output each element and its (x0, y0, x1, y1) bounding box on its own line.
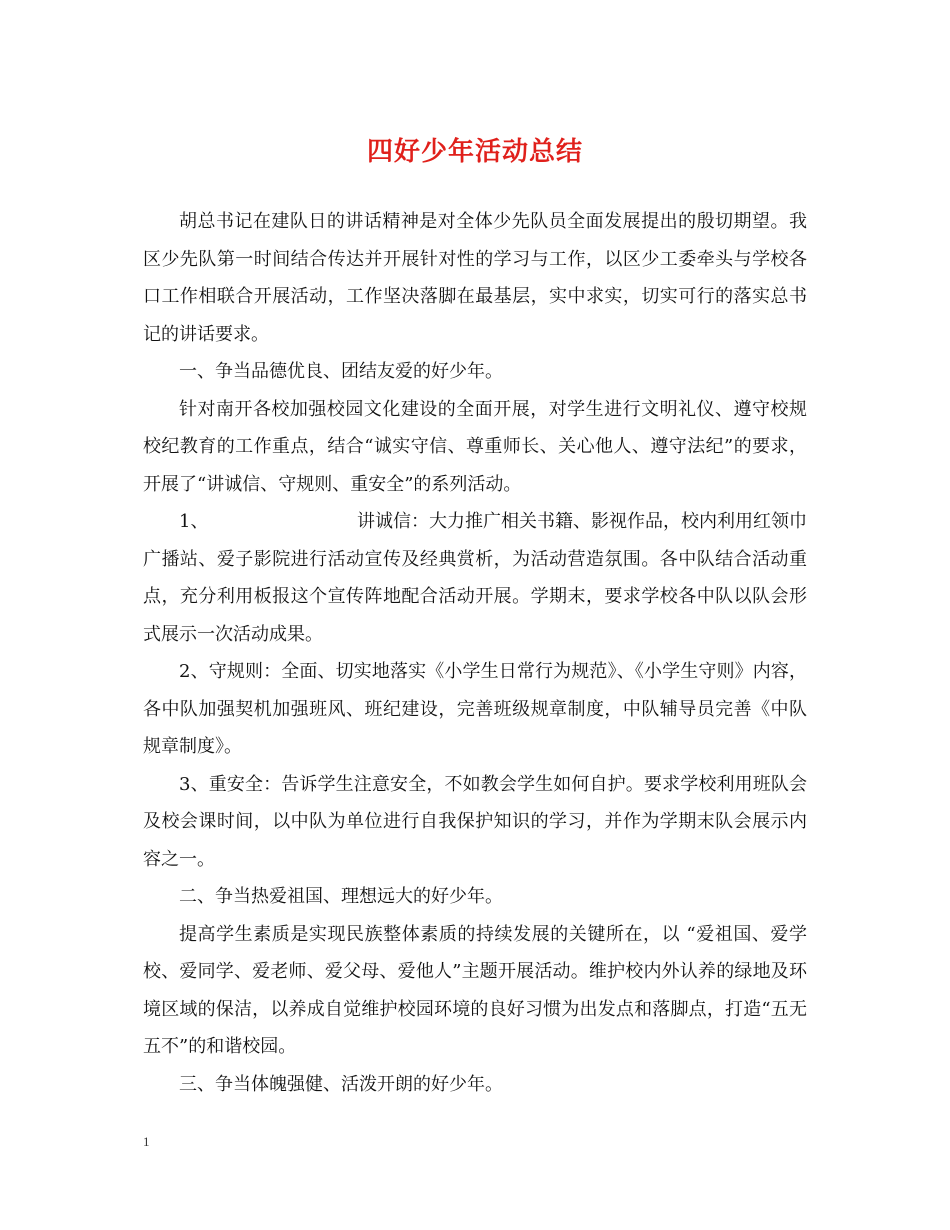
paragraph-section-2: 提高学生素质是实现民族整体素质的持续发展的关键所在，以 “爱祖国、爱学校、爱同学、爱老师、爱父母、爱他人”主题开展活动。维护校内外认养的绿地及环境区域的保洁，以养成自觉维护校园环境的良好习惯为出发点和落脚点，打造“五无五不”的和谐校园。 (143, 923, 807, 1057)
page-number: 1 (143, 1134, 150, 1149)
list-item-1 (143, 503, 807, 653)
list-item-text: 讲诚信：大力推广相关书籍、影视作品，校内利用红领巾广播站、爱子影院进行活动宣传及经典赏析，为活动营造氛围。各中队结合活动重点，充分利用板报这个宣传阵地配合活动开展。学期末，要求学校各中队以队会形式展示一次活动成果。 (143, 511, 807, 645)
section-heading-1: 一、争当品德优良、团结友爱的好少年。 (179, 361, 503, 382)
document-title: 四好少年活动总结 (366, 137, 583, 167)
section-heading-2: 二、争当热爱祖国、理想远大的好少年。 (179, 886, 503, 907)
paragraph-intro: 胡总书记在建队日的讲话精神是对全体少先队员全面发展提出的殷切期望。我区少先队第一时间结合传达并开展针对性的学习与工作，以区少工委牵头与学校各口工作相联合开展活动，工作坚决落脚在最基层，实中求实，切实可行的落实总书记的讲话要求。 (143, 211, 807, 345)
list-item-3: 3、重安全：告诉学生注意安全，不如教会学生如何自护。要求学校利用班队会及校会课时间，以中队为单位进行自我保护知识的学习，并作为学期末队会展示内容之一。 (143, 773, 807, 870)
list-item-2: 2、守规则：全面、切实地落实《小学生日常行为规范》、《小学生守则》内容，各中队加强契机加强班风、班纪建设，完善班级规章制度，中队辅导员完善《中队规章制度》。 (143, 661, 807, 757)
list-item-number: 1、 (179, 511, 209, 532)
paragraph-section-1: 针对南开各校加强校园文化建设的全面开展，对学生进行文明礼仪、遵守校规校纪教育的工作重点，结合“诚实守信、尊重师长、关心他人、遵守法纪”的要求，开展了“讲诚信、守规则、重安全”的系列活动。 (143, 398, 807, 495)
section-heading-3: 三、争当体魄强健、活泼开朗的好少年。 (179, 1073, 503, 1095)
document-body (143, 203, 807, 1103)
